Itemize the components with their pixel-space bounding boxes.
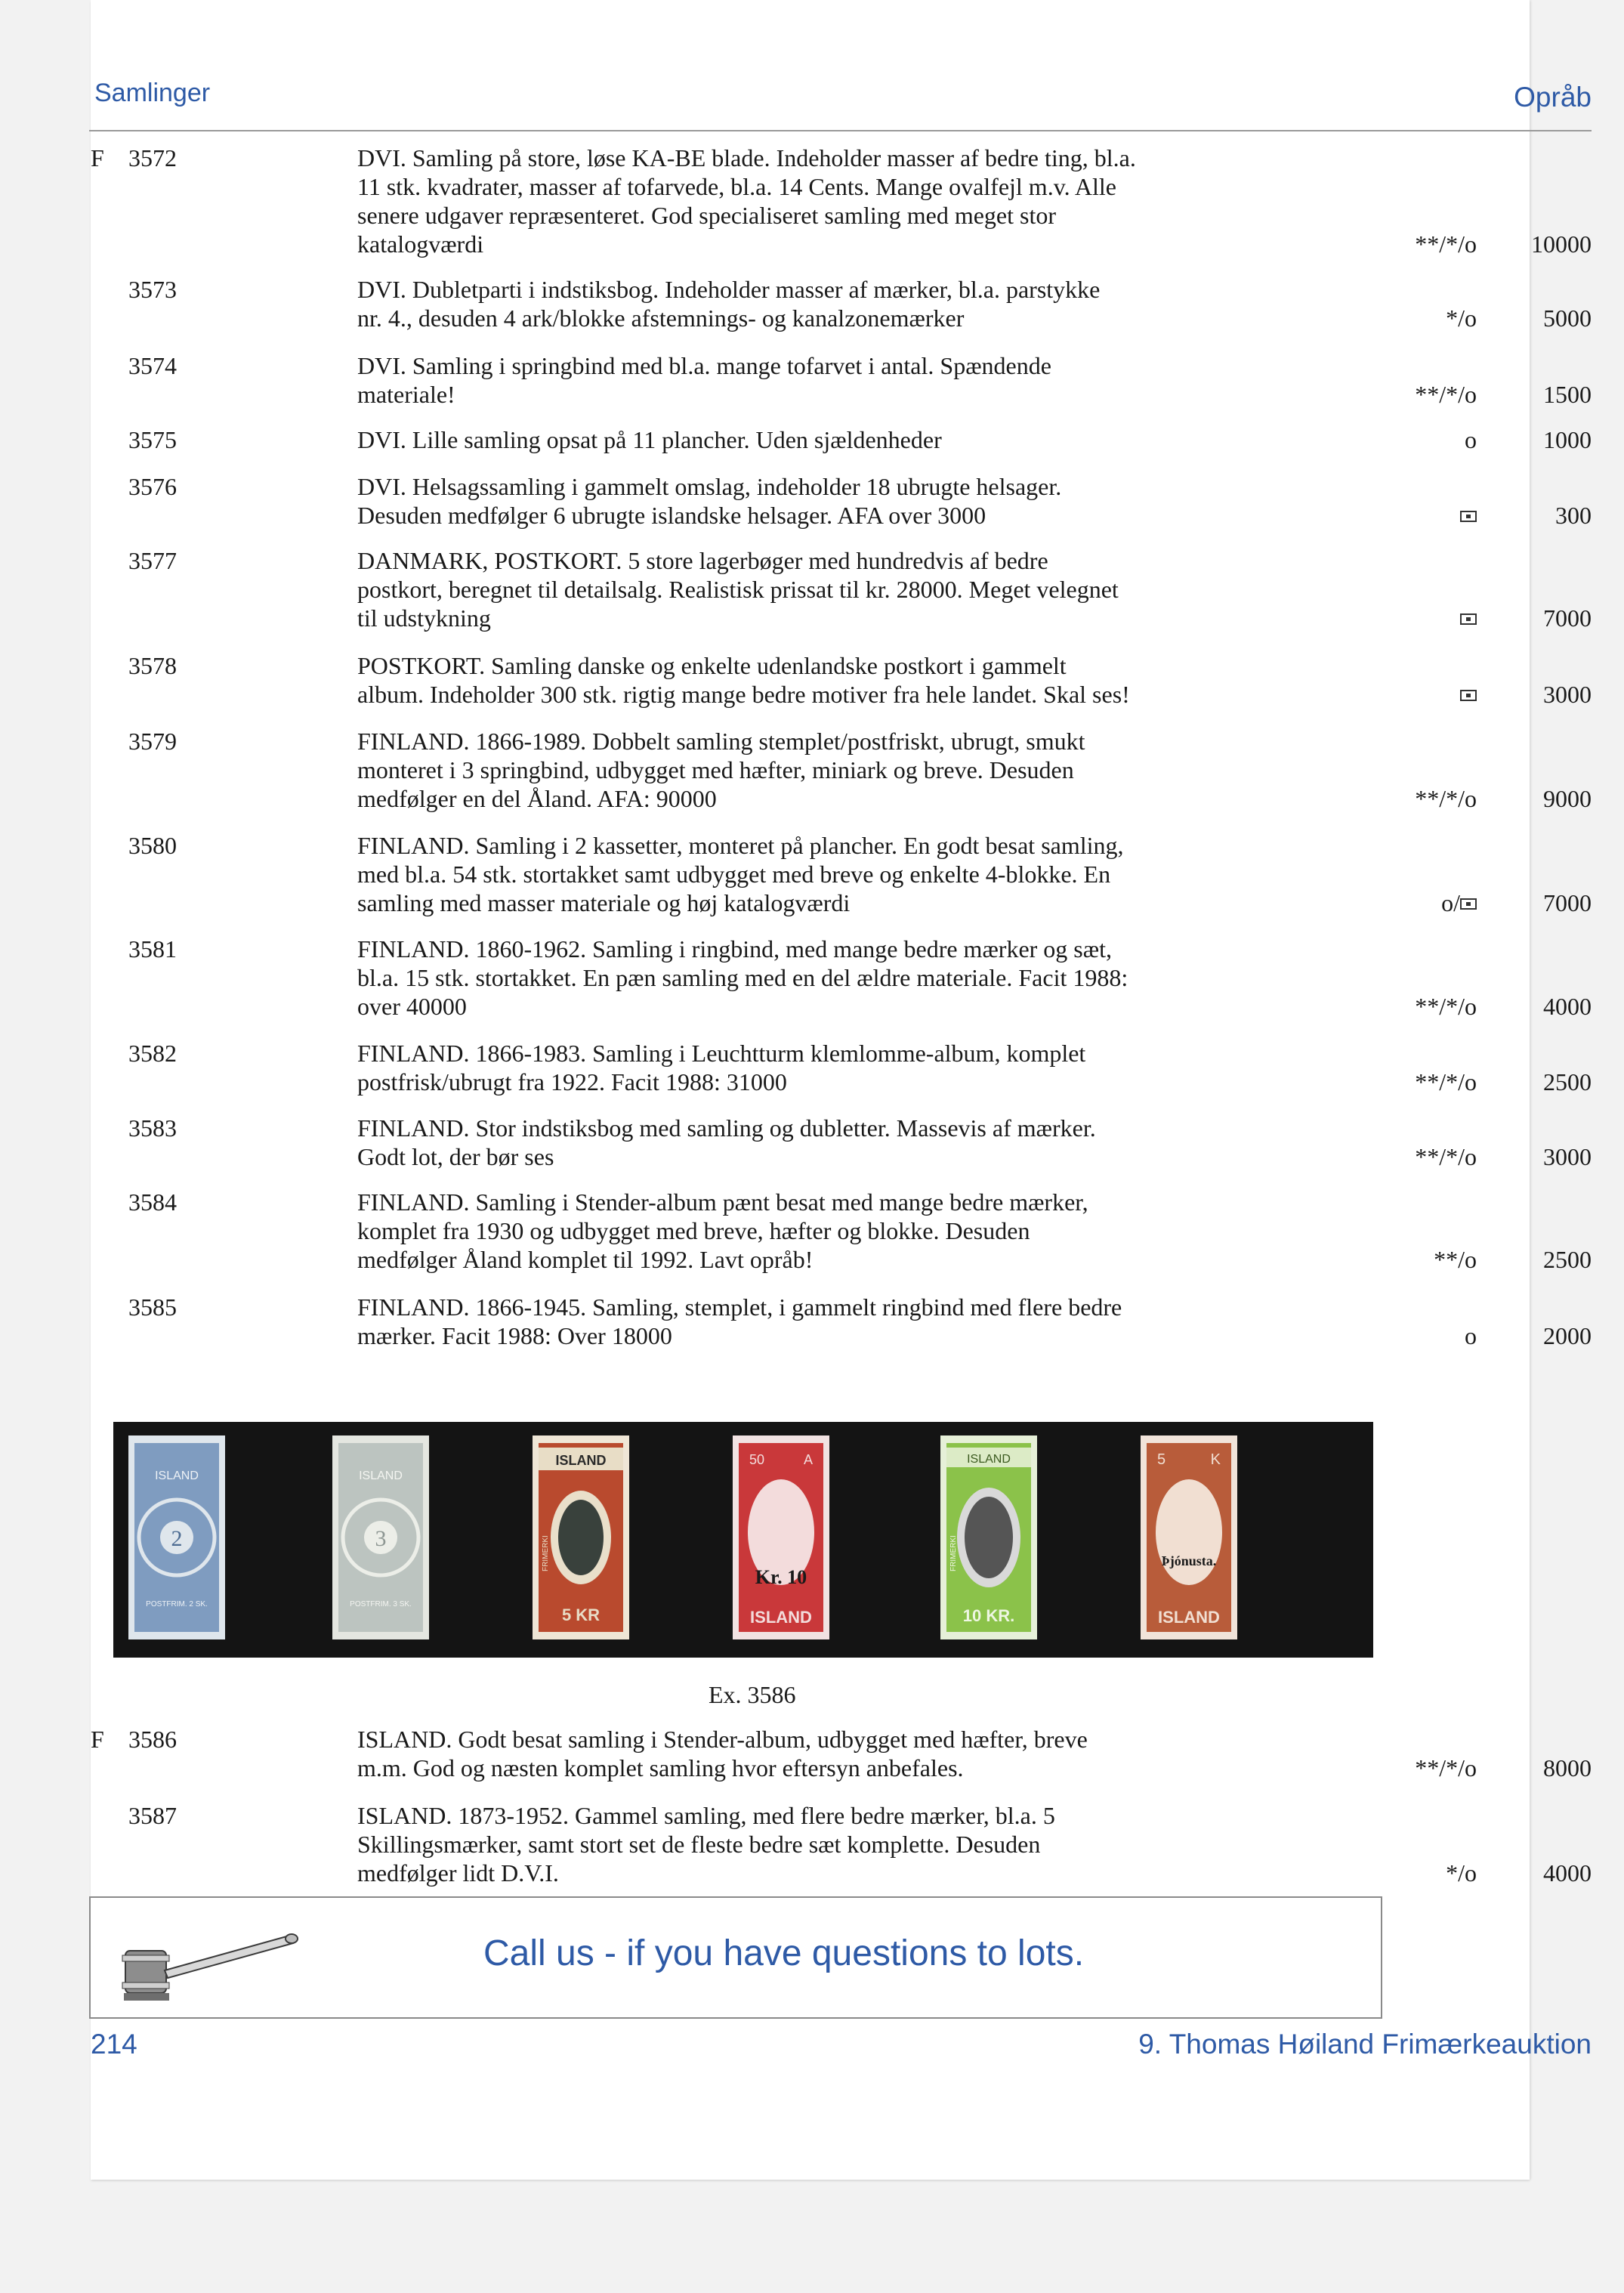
lot-description-line: DVI. Samling i springbind med bl.a. mange tofarvet i antal. Spændende bbox=[357, 352, 1051, 379]
lot-condition bbox=[1441, 888, 1477, 917]
lot-description-line: FINLAND. 1866-1989. Dobbelt samling stemplet/postfriskt, ubrugt, smukt bbox=[357, 728, 1085, 755]
stamp-6-top-right: K bbox=[1210, 1451, 1221, 1468]
lot-description bbox=[357, 472, 1339, 530]
lot-description-line: FINLAND. 1866-1945. Samling, stemplet, i gammelt ringbind med flere bedre bbox=[357, 1293, 1122, 1321]
cover-symbol-icon bbox=[1460, 690, 1477, 701]
lot-number: 3581 bbox=[128, 935, 177, 963]
lot-condition-text: */o bbox=[1446, 1859, 1477, 1887]
lot-condition-text: **/*/o bbox=[1415, 1754, 1477, 1782]
lot-condition-text: **/*/o bbox=[1415, 1068, 1477, 1096]
lot-description bbox=[357, 651, 1339, 709]
lot-condition bbox=[1415, 1068, 1477, 1096]
lot-description-line: over 40000 bbox=[357, 993, 467, 1020]
lot-condition-text: **/*/o bbox=[1415, 785, 1477, 812]
lot-number: 3584 bbox=[128, 1188, 177, 1216]
lot-condition bbox=[1415, 380, 1477, 409]
stamp-5-bottom: 10 KR. bbox=[962, 1606, 1015, 1625]
lot-description-line: ISLAND. 1873-1952. Gammel samling, med flere bedre mærker, bl.a. 5 bbox=[357, 1802, 1055, 1829]
lot-price: 2500 bbox=[1543, 1068, 1592, 1096]
lot-condition bbox=[1460, 501, 1477, 530]
lot-description-line: med bl.a. 54 stk. stortakket samt udbygget med breve og enkelte 4-blokke. En bbox=[357, 861, 1111, 888]
lot-description-line: album. Indeholder 300 stk. rigtig mange bedre motiver fra hele landet. Skal ses! bbox=[357, 681, 1130, 708]
lot-description-line: DANMARK, POSTKORT. 5 store lagerbøger med hundredvis af bedre bbox=[357, 547, 1048, 574]
lot-description-line: FINLAND. Stor indstiksbog med samling og dubletter. Massevis af mærker. bbox=[357, 1114, 1096, 1142]
lot-price: 2000 bbox=[1543, 1322, 1592, 1349]
lot-number: 3583 bbox=[128, 1114, 177, 1142]
lot-description bbox=[357, 727, 1339, 813]
publisher-name: 9. Thomas Høiland Frimærkeauktion bbox=[1138, 2029, 1592, 2060]
lot-description bbox=[357, 1114, 1339, 1171]
cover-symbol-icon bbox=[1460, 511, 1477, 522]
lot-description bbox=[357, 425, 1339, 454]
lot-description-line: samling med masser materiale og høj katalogværdi bbox=[357, 889, 851, 916]
stamp-3-bottom: 5 KR bbox=[561, 1605, 601, 1624]
lot-description-line: Godt lot, der bør ses bbox=[357, 1143, 554, 1170]
callout-box bbox=[89, 1896, 1382, 2019]
lot-description-line: DVI. Helsagssamling i gammelt omslag, indeholder 18 ubrugte helsager. bbox=[357, 473, 1062, 500]
lot-description-line: medfølger en del Åland. AFA: 90000 bbox=[357, 785, 717, 812]
lot-condition-text: **/*/o bbox=[1415, 993, 1477, 1020]
lot-price: 3000 bbox=[1543, 681, 1592, 708]
stamp-island-service-overprint bbox=[1141, 1435, 1237, 1639]
gavel-icon bbox=[119, 1921, 301, 2004]
lot-description-line: Skillingsmærker, samt stort set de fleste bedre sæt komplette. Desuden bbox=[357, 1831, 1041, 1858]
lot-condition bbox=[1415, 1142, 1477, 1171]
lot-condition-text: */o bbox=[1446, 304, 1477, 332]
lot-price: 5000 bbox=[1543, 304, 1592, 332]
lot-description-line: FINLAND. 1860-1962. Samling i ringbind, med mange bedre mærker og sæt, bbox=[357, 935, 1112, 963]
lot-price: 4000 bbox=[1543, 993, 1592, 1020]
stamp-3-side: FRIMERKI bbox=[542, 1535, 550, 1571]
stamp-6-overprint: Þjónusta. bbox=[1161, 1553, 1217, 1568]
lot-description bbox=[357, 935, 1339, 1021]
lot-condition bbox=[1415, 230, 1477, 258]
stamp-5-top: ISLAND bbox=[967, 1453, 1011, 1466]
lot-description-line: bl.a. 15 stk. stortakket. En pæn samling med en del ældre materiale. Facit 1988: bbox=[357, 964, 1128, 991]
lot-number: 3572 bbox=[128, 144, 177, 172]
stamp-island-5-kronur-kings bbox=[533, 1435, 629, 1639]
lot-price: 300 bbox=[1555, 502, 1592, 529]
lot-price: 8000 bbox=[1543, 1754, 1592, 1782]
lot-condition-text: o bbox=[1465, 1322, 1477, 1349]
lot-price: 7000 bbox=[1543, 604, 1592, 632]
lot-condition bbox=[1415, 784, 1477, 813]
stamp-island-10-kronur-green bbox=[940, 1435, 1037, 1639]
lot-description-line: senere udgaver repræsenteret. God specialiseret samling med meget stor bbox=[357, 202, 1056, 229]
stamp-4-bottom: ISLAND bbox=[750, 1608, 812, 1627]
lot-number: 3586 bbox=[128, 1726, 177, 1753]
section-title: Samlinger bbox=[94, 79, 211, 107]
lot-description-line: til udstykning bbox=[357, 604, 491, 632]
lot-number: 3578 bbox=[128, 652, 177, 679]
stamp-4-top-left: 50 bbox=[749, 1452, 765, 1467]
lot-description-line: POSTKORT. Samling danske og enkelte udenlandske postkort i gammelt bbox=[357, 652, 1067, 679]
stamp-4-overprint: Kr. 10 bbox=[755, 1566, 807, 1588]
lot-price: 4000 bbox=[1543, 1859, 1592, 1887]
lot-number: 3576 bbox=[128, 473, 177, 500]
lot-description bbox=[357, 351, 1339, 409]
lot-description-line: medfølger lidt D.V.I. bbox=[357, 1859, 559, 1887]
lot-price: 2500 bbox=[1543, 1246, 1592, 1273]
lot-description bbox=[357, 831, 1339, 917]
lot-condition bbox=[1465, 425, 1477, 454]
header-divider bbox=[89, 130, 1592, 131]
lot-description bbox=[357, 275, 1339, 332]
lot-description-line: m.m. God og næsten komplet samling hvor eftersyn anbefales. bbox=[357, 1754, 964, 1782]
lot-price: 1000 bbox=[1543, 426, 1592, 453]
stamp-3-top: ISLAND bbox=[555, 1453, 607, 1468]
lot-description-line: DVI. Samling på store, løse KA-BE blade. Indeholder masser af bedre ting, bl.a. bbox=[357, 144, 1136, 172]
photo-caption: Ex. 3586 bbox=[709, 1681, 796, 1708]
lot-number: 3579 bbox=[128, 728, 177, 755]
stamp-2-country: ISLAND bbox=[359, 1469, 403, 1482]
lot-description bbox=[357, 1039, 1339, 1096]
lot-description-line: postfrisk/ubrugt fra 1922. Facit 1988: 31000 bbox=[357, 1068, 787, 1096]
lot-description-line: materiale! bbox=[357, 381, 455, 408]
lot-condition bbox=[1434, 1245, 1477, 1274]
lot-description-line: postkort, beregnet til detailsalg. Realistisk prissat til kr. 28000. Meget velegnet bbox=[357, 576, 1119, 603]
cover-symbol-icon bbox=[1460, 898, 1477, 910]
lot-price: 1500 bbox=[1543, 381, 1592, 408]
lot-number: 3575 bbox=[128, 426, 177, 453]
lot-number: 3574 bbox=[128, 352, 177, 379]
lot-number: 3582 bbox=[128, 1040, 177, 1067]
lot-description-line: ISLAND. Godt besat samling i Stender-album, udbygget med hæfter, breve bbox=[357, 1726, 1088, 1753]
lot-condition-text: **/*/o bbox=[1415, 381, 1477, 408]
lot-flag: F bbox=[91, 144, 104, 172]
cover-symbol-icon bbox=[1460, 613, 1477, 625]
lot-condition-text: **/*/o bbox=[1415, 230, 1477, 258]
stamp-island-3-skilling bbox=[332, 1435, 429, 1639]
callout-text: Call us - if you have questions to lots. bbox=[483, 1933, 1085, 1973]
lot-price: 7000 bbox=[1543, 889, 1592, 916]
lot-description bbox=[357, 546, 1339, 632]
lot-description-line: medfølger Åland komplet til 1992. Lavt opråb! bbox=[357, 1246, 814, 1273]
lot-price: 10000 bbox=[1531, 230, 1592, 258]
lot-number: 3580 bbox=[128, 832, 177, 859]
lot-number: 3585 bbox=[128, 1293, 177, 1321]
lot-description-line: mærker. Facit 1988: Over 18000 bbox=[357, 1322, 672, 1349]
lot-condition bbox=[1460, 604, 1477, 632]
lot-number: 3577 bbox=[128, 547, 177, 574]
lot-number: 3587 bbox=[128, 1802, 177, 1829]
stamp-photo-strip bbox=[113, 1422, 1373, 1658]
lot-price: 9000 bbox=[1543, 785, 1592, 812]
lot-condition-text: **/o bbox=[1434, 1246, 1477, 1273]
lot-condition-text: **/*/o bbox=[1415, 1143, 1477, 1170]
lot-description-line: katalogværdi bbox=[357, 230, 484, 258]
lot-description-line: FINLAND. 1866-1983. Samling i Leuchtturm klemlomme-album, komplet bbox=[357, 1040, 1086, 1067]
stamp-6-top-left: 5 bbox=[1157, 1451, 1166, 1468]
lot-number: 3573 bbox=[128, 276, 177, 303]
lot-description-line: DVI. Lille samling opsat på 11 plancher. Uden sjældenheder bbox=[357, 426, 942, 453]
lot-description-line: monteret i 3 springbind, udbygget med hæfter, miniark og breve. Desuden bbox=[357, 756, 1074, 783]
stamp-6-bottom: ISLAND bbox=[1158, 1608, 1220, 1627]
lot-flag: F bbox=[91, 1726, 104, 1753]
lot-condition bbox=[1446, 304, 1477, 332]
lot-description bbox=[357, 1725, 1339, 1782]
lot-condition-text: o bbox=[1465, 426, 1477, 453]
lot-description-line: nr. 4., desuden 4 ark/blokke afstemnings- og kanalzonemærker bbox=[357, 304, 965, 332]
lot-condition bbox=[1415, 1754, 1477, 1782]
stamp-1-value: 2 bbox=[171, 1526, 183, 1551]
stamp-2-bottom: POSTFRIM. 3 SK. bbox=[350, 1600, 412, 1608]
lot-description bbox=[357, 1801, 1339, 1887]
lot-description-line: 11 stk. kvadrater, masser af tofarvede, bl.a. 14 Cents. Mange ovalfejl m.v. Alle bbox=[357, 173, 1116, 200]
lot-description bbox=[357, 1293, 1339, 1350]
stamp-1-country: ISLAND bbox=[155, 1469, 199, 1482]
lot-condition-text: o/ bbox=[1441, 889, 1460, 916]
column-heading-opening-bid: Opråb bbox=[1514, 82, 1592, 113]
lot-description-line: Desuden medfølger 6 ubrugte islandske helsager. AFA over 3000 bbox=[357, 502, 986, 529]
lot-condition bbox=[1446, 1859, 1477, 1887]
stamp-island-kr10-overprint bbox=[733, 1435, 829, 1639]
lot-condition bbox=[1465, 1321, 1477, 1350]
stamp-island-2-skilling bbox=[128, 1435, 225, 1639]
lot-description-line: FINLAND. Samling i Stender-album pænt besat med mange bedre mærker, bbox=[357, 1188, 1088, 1216]
lot-description bbox=[357, 144, 1339, 258]
lot-price: 3000 bbox=[1543, 1143, 1592, 1170]
stamp-1-bottom: POSTFRIM. 2 SK. bbox=[146, 1600, 208, 1608]
lot-description bbox=[357, 1188, 1339, 1274]
stamp-2-value: 3 bbox=[375, 1526, 387, 1551]
stamp-4-top-right: A bbox=[803, 1452, 813, 1467]
stamp-5-side: FRIMERKI bbox=[949, 1535, 958, 1571]
lot-condition bbox=[1460, 680, 1477, 709]
page-number: 214 bbox=[91, 2029, 137, 2060]
lot-description-line: komplet fra 1930 og udbygget med breve, hæfter og blokke. Desuden bbox=[357, 1217, 1030, 1244]
lot-description-line: FINLAND. Samling i 2 kassetter, monteret på plancher. En godt besat samling, bbox=[357, 832, 1124, 859]
lot-description-line: DVI. Dubletparti i indstiksbog. Indeholder masser af mærker, bl.a. parstykke bbox=[357, 276, 1101, 303]
lot-condition bbox=[1415, 992, 1477, 1021]
